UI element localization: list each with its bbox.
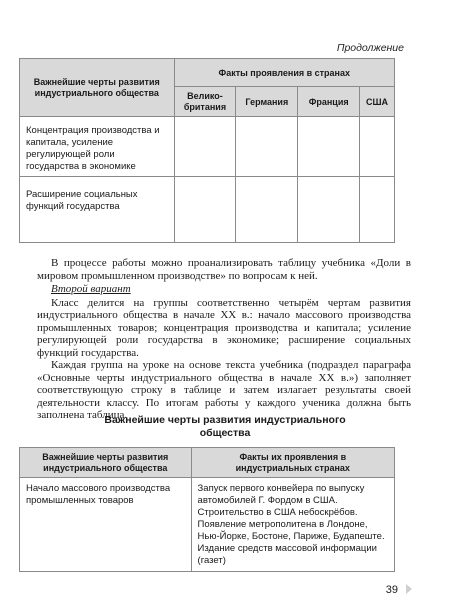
body-text xyxy=(37,257,411,422)
page-number: 39 xyxy=(385,584,398,596)
table-row xyxy=(20,117,395,177)
table1-empty-cell xyxy=(360,117,395,177)
table-countries-facts xyxy=(19,58,395,243)
variant-label: Второй вариант xyxy=(51,283,131,295)
table1-country-header: Германия xyxy=(236,87,298,117)
table-row xyxy=(20,177,395,243)
fact-item: Появление метрополитена в Лондоне, Нью-Йорке, Бостоне, Париже, Будапеште. xyxy=(197,519,385,542)
table2-row-feature: Начало массового производства промышленных товаров xyxy=(20,478,192,572)
table1-empty-cell xyxy=(298,177,360,243)
table1-empty-cell xyxy=(360,177,395,243)
table1-row-feature: Расширение социальных функций государства xyxy=(20,177,175,243)
table2-title: Важнейшие черты развития индустриального общества xyxy=(104,414,346,439)
table1-group-header: Факты проявления в странах xyxy=(174,59,394,87)
fact-item: Строительство в США небоскрёбов. xyxy=(197,507,358,518)
table1-country-header: Франция xyxy=(298,87,360,117)
table1-empty-cell xyxy=(174,177,236,243)
table-row xyxy=(20,478,395,572)
continuation-label: Продолжение xyxy=(336,42,404,54)
fact-item: Запуск первого конвейера по выпуску автомобилей Г. Фордом в США. xyxy=(197,483,365,506)
table2-row-facts xyxy=(191,478,394,572)
paragraph: В процессе работы можно проанализировать таблицу учебника «Доли в мировом промышленном производстве» по вопросам к ней. xyxy=(37,257,411,282)
table1-empty-cell xyxy=(298,117,360,177)
table1-empty-cell xyxy=(174,117,236,177)
page-arrow-icon xyxy=(406,584,412,594)
table1-row-feature: Концентрация производства и капитала, усиление регулирующей роли государства в экономике xyxy=(20,117,175,177)
table1-empty-cell xyxy=(236,117,298,177)
table1-country-header: США xyxy=(360,87,395,117)
table2-col2-header: Факты их проявления в индустриальных странах xyxy=(191,448,394,478)
table1-empty-cell xyxy=(236,177,298,243)
paragraph: Класс делится на группы соответственно четырём чертам развития индустриального общества в начале XX в.: начало массового производства промышленных товаров; концентрация производства и капитала; усиление регулирующей роли государства в экономике; расширение социальных функций государства. xyxy=(37,296,411,359)
fact-item: Издание средств массовой информации (газет) xyxy=(197,543,377,566)
table2-col1-header: Важнейшие черты развития индустриального общества xyxy=(20,448,192,478)
table1-country-header: Велико-британия xyxy=(174,87,236,117)
paragraph: Каждая группа на уроке на основе текста учебника (подраздел параграфа «Основные черты индустриального общества в начале XX в.») заполняет соответствующую строку в таблице и затем излагает результаты своей деятельности классу. По итогам работы у каждого ученика должна быть заполнена таблица. xyxy=(37,359,411,421)
table1-col1-header: Важнейшие черты развития индустриального общества xyxy=(20,59,175,117)
table-features-facts xyxy=(19,447,395,572)
